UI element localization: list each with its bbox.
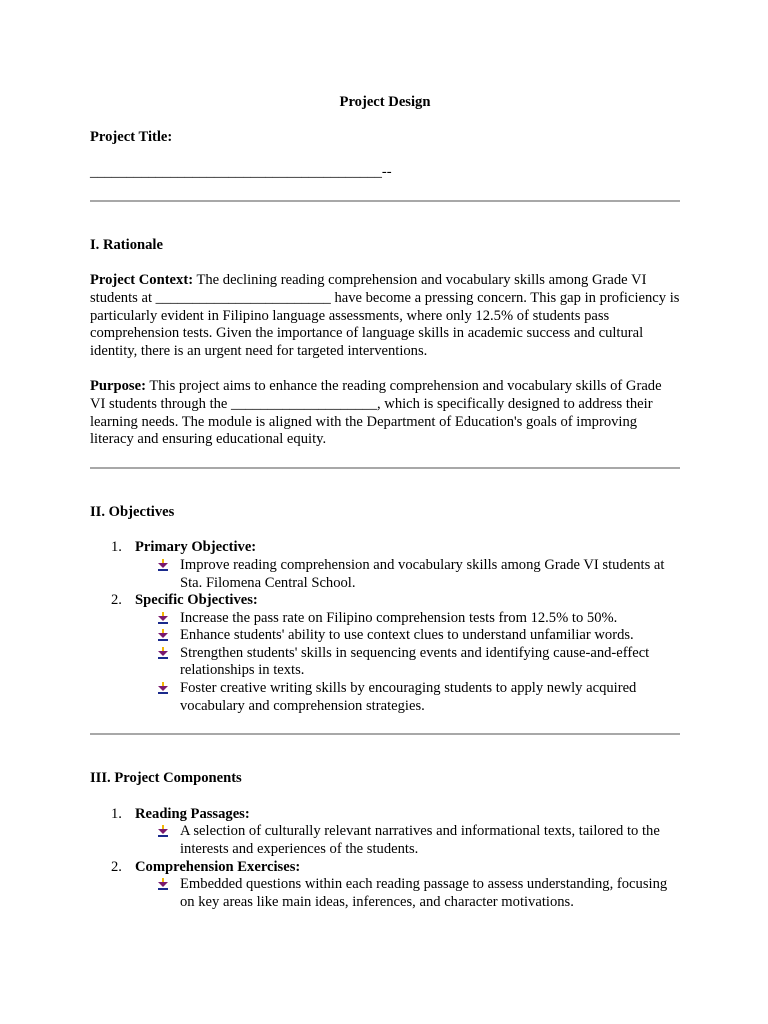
bullet-text: Improve reading comprehension and vocabulary skills among Grade VI students at Sta. Filomena Central School.: [180, 556, 665, 591]
project-title-blank: ________________________________________--: [90, 164, 392, 181]
bullet-item: [135, 610, 680, 628]
document-body: [90, 94, 680, 911]
arrow-down-bullet-icon: [157, 878, 169, 890]
bullet-item: [135, 876, 680, 911]
list-number: 1.: [111, 539, 122, 556]
purpose-paragraph: [90, 378, 680, 448]
component-bullets: [135, 823, 680, 858]
project-title-label: Project Title:: [90, 128, 173, 145]
arrow-down-bullet-icon: [157, 825, 169, 837]
bullet-text: Foster creative writing skills by encouraging students to apply newly acquired vocabulary and comprehension strategies.: [180, 680, 637, 714]
section-divider: [90, 467, 680, 469]
list-number: 1.: [111, 805, 122, 822]
list-number: 2.: [111, 592, 122, 609]
document-title: Project Design: [339, 94, 431, 110]
objective-bullets: [135, 610, 680, 716]
section-divider: [90, 200, 680, 202]
component-bullets: [135, 876, 680, 911]
bullet-text: Strengthen students' skills in sequencing events and identifying cause-and-effect relationships in texts.: [180, 644, 650, 679]
component-label: Reading Passages:: [135, 805, 250, 822]
objectives-heading: II. Objectives: [90, 503, 175, 520]
objective-label: Primary Objective:: [135, 539, 257, 556]
component-item: [90, 859, 680, 912]
bullet-item: [135, 823, 680, 858]
list-number: 2.: [111, 858, 122, 875]
objective-label: Specific Objectives:: [135, 592, 258, 609]
purpose-label: Purpose:: [90, 378, 146, 395]
bullet-text: A selection of culturally relevant narratives and informational texts, tailored to the interests and experiences of the students.: [180, 823, 660, 858]
objective-item: [90, 539, 680, 592]
bullet-item: [135, 557, 680, 592]
arrow-down-bullet-icon: [157, 612, 169, 624]
project-context-text: The declining reading comprehension and vocabulary skills among Grade VI students at ________________________ have become a pressing concern. This gap in proficiency is particularly evident in Filipino language assessments, where only 12.5% of students pass comprehension tests. Given the importance of language skills in academic success and cultural identity, there is an urgent need for targeted interventions.: [90, 272, 680, 359]
component-label: Comprehension Exercises:: [135, 858, 301, 875]
purpose-text: This project aims to enhance the reading comprehension and vocabulary skills of Grade VI students through the ____________________, which is specifically designed to address their learning needs. The module is aligned with the Department of Education's goals of improving literacy and ensuring educational equity.: [90, 378, 662, 448]
bullet-text: Increase the pass rate on Filipino comprehension tests from 12.5% to 50%.: [180, 609, 618, 626]
objective-item: [90, 592, 680, 715]
objectives-list: [90, 539, 680, 715]
project-context-label: Project Context:: [90, 272, 194, 289]
component-item: [90, 806, 680, 859]
bullet-item: [135, 627, 680, 645]
components-list: [90, 806, 680, 912]
bullet-text: Enhance students' ability to use context clues to understand unfamiliar words.: [180, 627, 634, 644]
bullet-item: [135, 645, 680, 680]
arrow-down-bullet-icon: [157, 559, 169, 571]
components-heading: III. Project Components: [90, 770, 242, 787]
arrow-down-bullet-icon: [157, 647, 169, 659]
objective-bullets: [135, 557, 680, 592]
project-context-paragraph: [90, 272, 680, 360]
bullet-item: [135, 680, 680, 715]
arrow-down-bullet-icon: [157, 629, 169, 641]
arrow-down-bullet-icon: [157, 682, 169, 694]
section-divider: [90, 733, 680, 735]
rationale-heading: I. Rationale: [90, 236, 163, 253]
bullet-text: Embedded questions within each reading passage to assess understanding, focusing on key areas like main ideas, inferences, and character motivations.: [180, 876, 668, 910]
